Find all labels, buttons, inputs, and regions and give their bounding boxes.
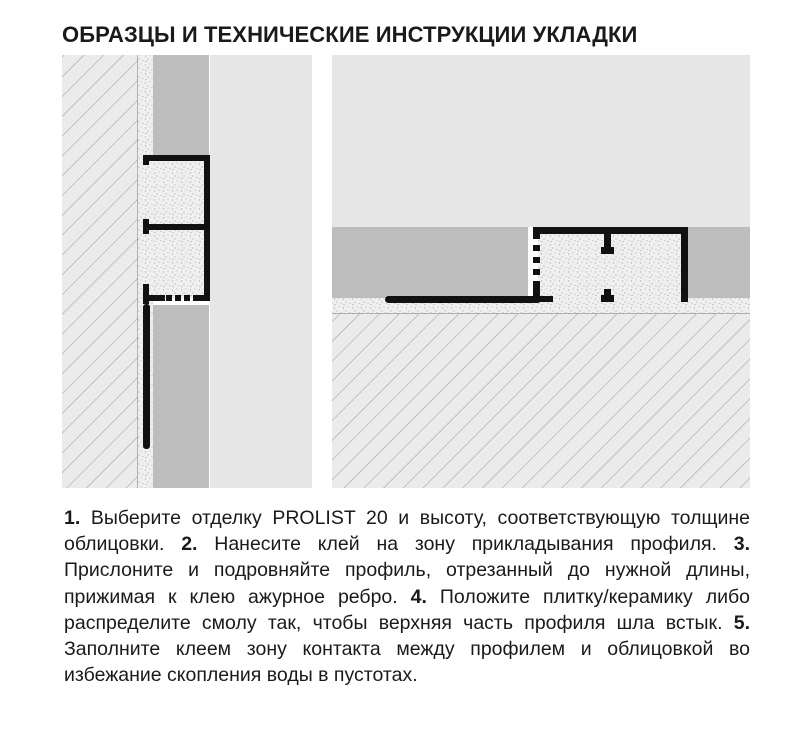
wall-section-diagram: [62, 55, 312, 488]
step-text: Нанесите клей на зону прикладывания профиля.: [197, 533, 734, 556]
step-number: 4.: [410, 585, 427, 608]
step-number: 5.: [733, 611, 750, 634]
page-title: ОБРАЗЦЫ И ТЕХНИЧЕСКИЕ ИНСТРУКЦИИ УКЛАДКИ: [62, 22, 638, 47]
step-text: Заполните клеем зону контакта между профилем и облицовкой во избежание скопления воды в пустотах.: [64, 638, 750, 687]
right-free-area: [332, 55, 750, 227]
step-number: 3.: [733, 533, 750, 556]
right-floor-hatch: [332, 314, 750, 488]
left-free-area: [210, 55, 312, 488]
step-2: [181, 533, 734, 555]
instructions-text: [64, 505, 750, 688]
step-text: Положите плитку/керамику либо распределите смолу так, чтобы верхняя часть профиля шла встык.: [64, 585, 751, 634]
floor-section-diagram: [332, 55, 750, 488]
right-tile-right: [688, 227, 750, 298]
left-tile-upper: [153, 55, 209, 155]
left-wall-hatch: [62, 55, 138, 488]
step-text: Прислоните и подровняйте профиль, отрезанный до нужной длины, прижимая к клею ажурное ребро.: [64, 559, 750, 608]
right-tile-left: [332, 227, 528, 298]
step-number: 2.: [181, 533, 198, 556]
left-tile-lower: [153, 305, 209, 488]
step-text: Выберите отделку PROLIST 20 и высоту, соответствующую толщине облицовки.: [64, 507, 750, 556]
step-number: 1.: [64, 507, 81, 529]
